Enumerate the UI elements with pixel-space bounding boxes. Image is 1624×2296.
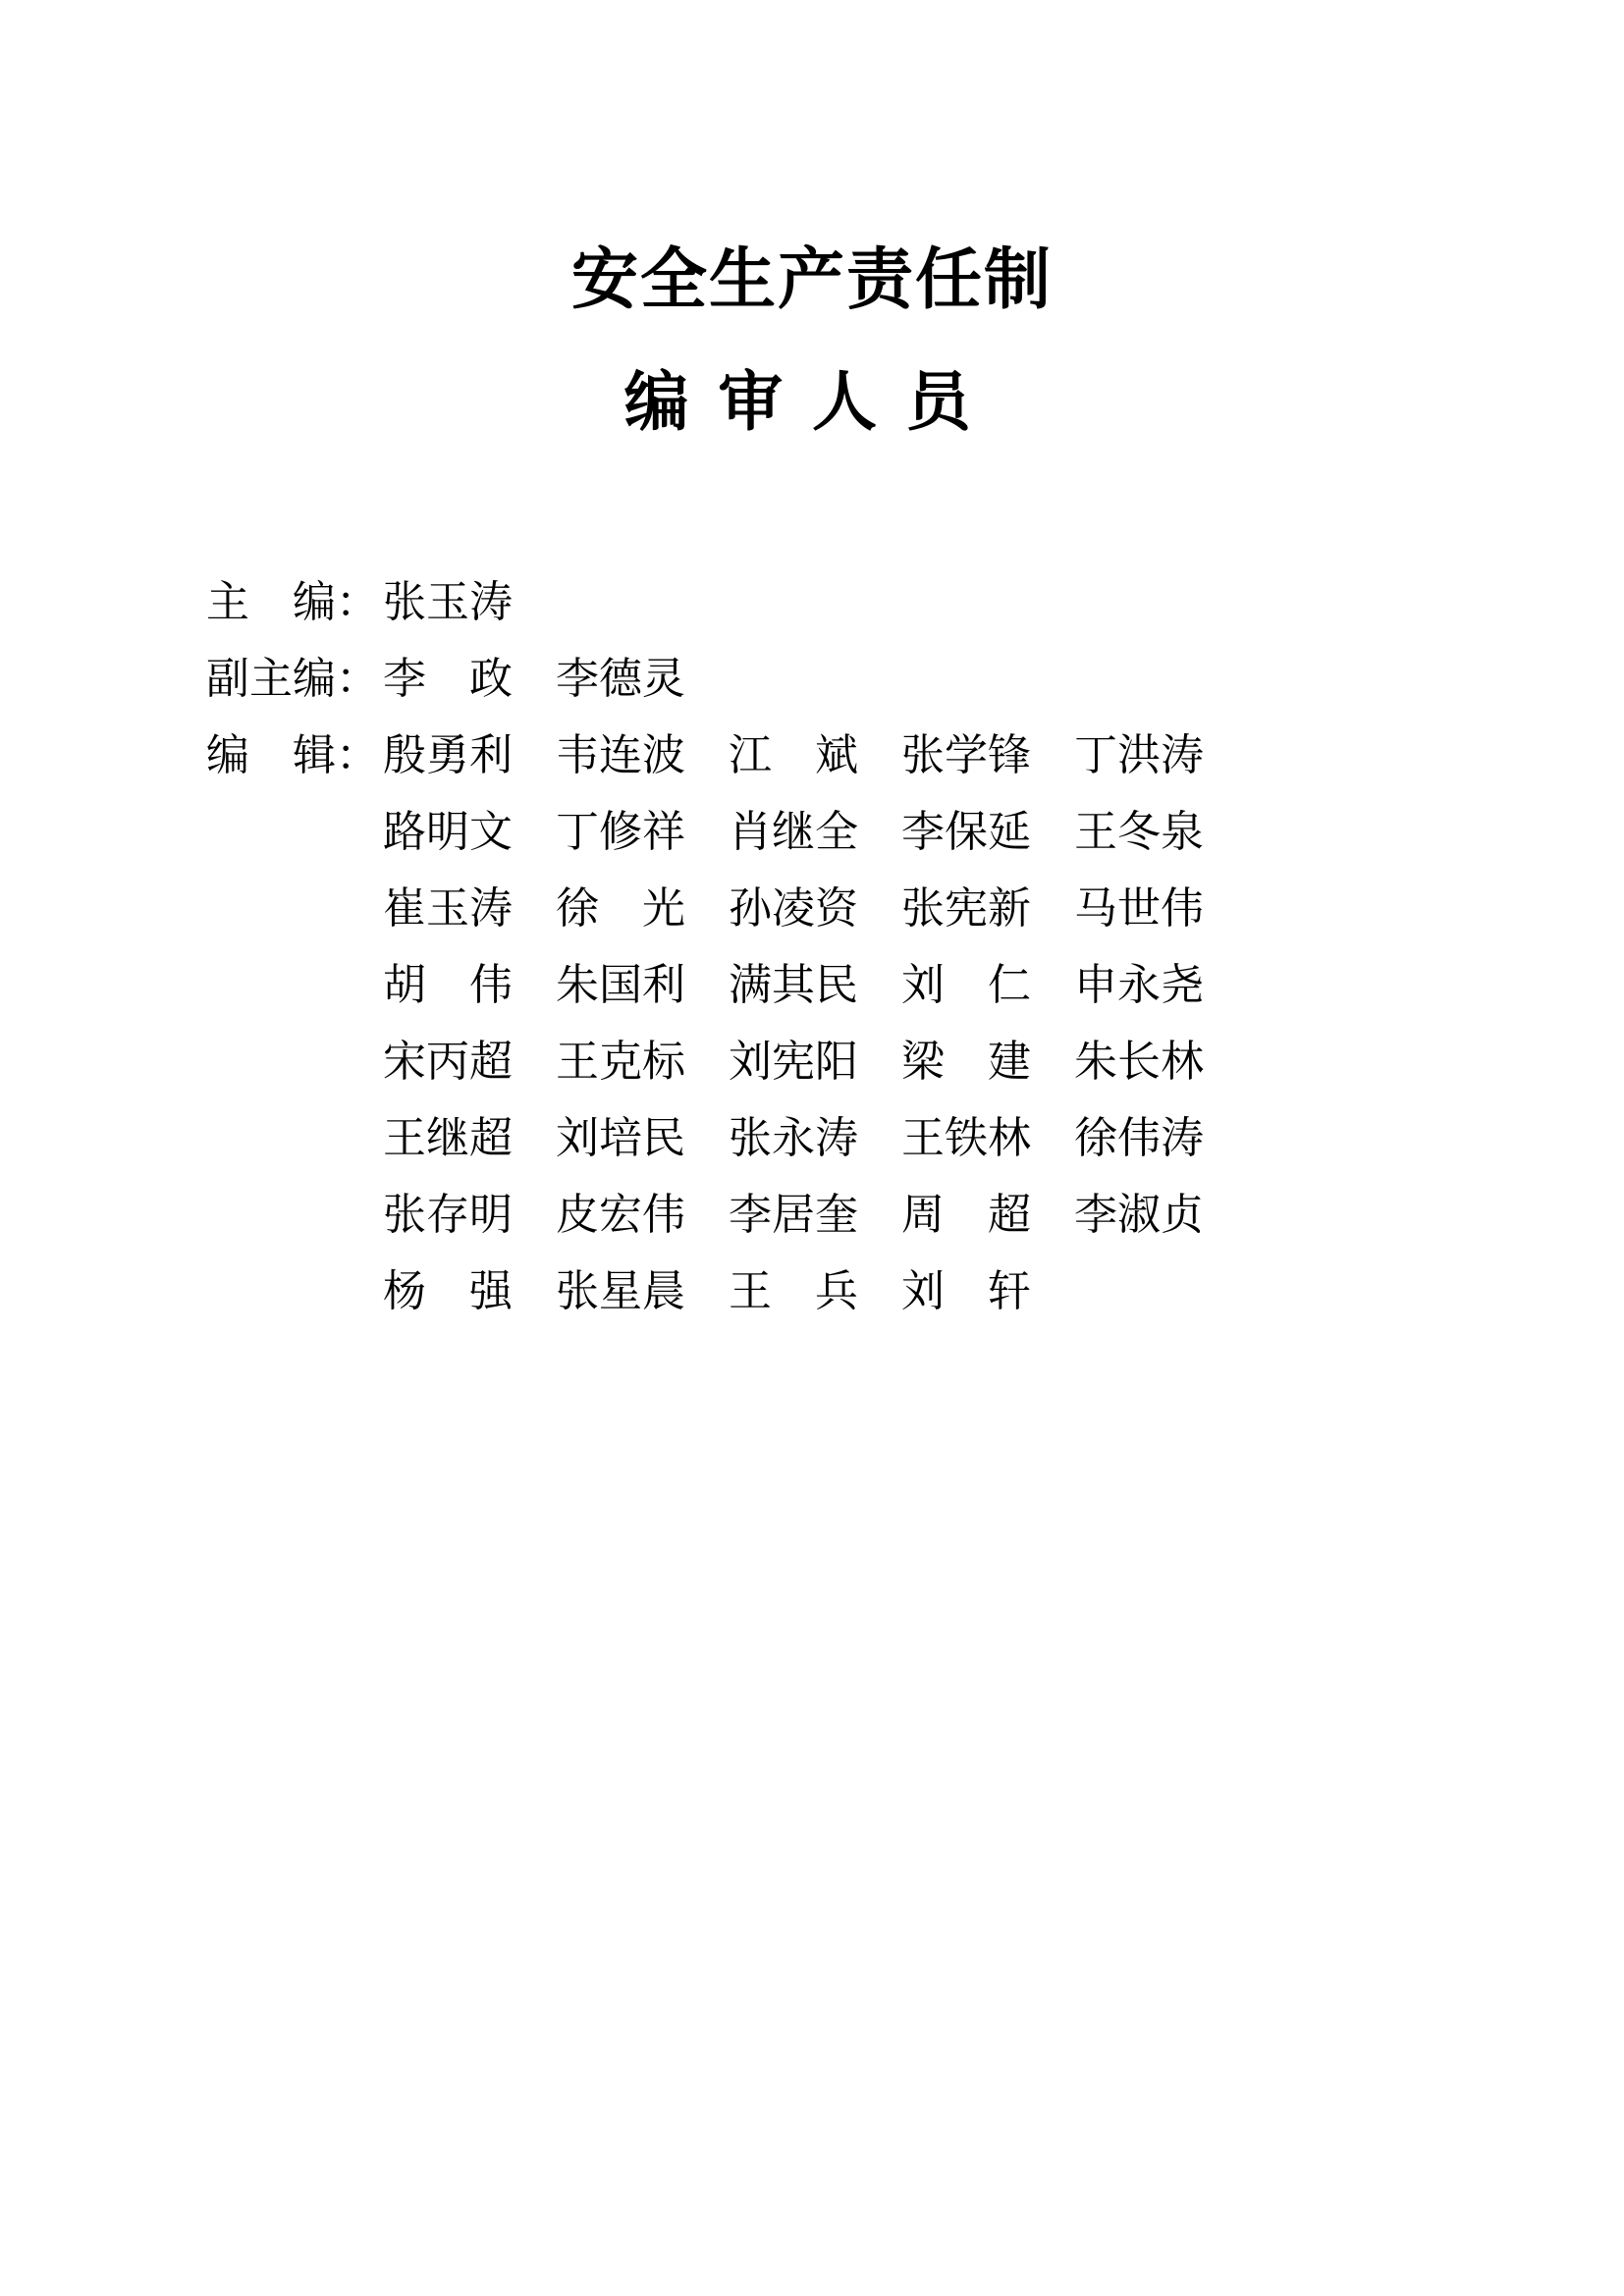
- editors-line: [206, 1100, 1624, 1177]
- editors-line: [206, 871, 1624, 947]
- person-name: 马世伟: [1074, 884, 1204, 934]
- person-name: 皮宏伟: [556, 1191, 685, 1240]
- editors-line: [206, 1177, 1624, 1254]
- person-name: 张星晨: [556, 1267, 685, 1316]
- person-name: 王克标: [556, 1038, 685, 1087]
- deputy-editor-line: [206, 641, 1624, 718]
- credits-section: [206, 564, 1624, 1330]
- editors-line: [206, 1024, 1624, 1100]
- editors-row: [383, 1114, 1624, 1163]
- editors-row: [383, 1038, 1624, 1087]
- person-name: 殷勇利: [383, 731, 513, 780]
- person-name: 梁 建: [901, 1038, 1031, 1087]
- person-name: 崔玉涛: [383, 884, 513, 934]
- person-name: 路明文: [383, 808, 513, 857]
- person-name: 徐 光: [556, 884, 685, 934]
- person-name: 肖继全: [729, 808, 858, 857]
- person-name: 朱长林: [1074, 1038, 1204, 1087]
- editors-row: [383, 1191, 1624, 1240]
- person-name: 李 政: [383, 655, 513, 704]
- person-name: 王冬泉: [1074, 808, 1204, 857]
- document-subtitle: 编审人员: [623, 366, 1001, 439]
- editors-row: [383, 1267, 1624, 1316]
- person-name: 王铁林: [901, 1114, 1031, 1163]
- person-name: 刘 轩: [901, 1267, 1031, 1316]
- person-name: 胡 伟: [383, 961, 513, 1010]
- person-name: 李淑贞: [1074, 1191, 1204, 1240]
- person-name: 丁修祥: [556, 808, 685, 857]
- person-name: 杨 强: [383, 1267, 513, 1316]
- person-name: 张永涛: [729, 1114, 858, 1163]
- person-name: 宋丙超: [383, 1038, 513, 1087]
- person-name: 满其民: [729, 961, 858, 1010]
- document-title: 安全生产责任制: [570, 242, 1053, 317]
- person-name: 李德灵: [556, 655, 685, 704]
- person-name: 刘培民: [556, 1114, 685, 1163]
- editors-row: [383, 884, 1624, 934]
- person-name: 李保延: [901, 808, 1031, 857]
- chief-editor-names: [383, 578, 1624, 627]
- person-name: 张存明: [383, 1191, 513, 1240]
- editors-line: [206, 718, 1624, 794]
- editors-line: [206, 1254, 1624, 1330]
- person-name: 孙凌资: [729, 884, 858, 934]
- editors-row: [383, 808, 1624, 857]
- editors-label: 编 辑：: [206, 731, 379, 780]
- person-name: 王 兵: [729, 1267, 858, 1316]
- editors-row: [383, 731, 1624, 780]
- person-name: 韦连波: [556, 731, 685, 780]
- deputy-editor-label: 副主编：: [206, 655, 379, 704]
- person-name: 张玉涛: [383, 578, 513, 627]
- editors-line: [206, 947, 1624, 1024]
- person-name: 王继超: [383, 1114, 513, 1163]
- person-name: 张学锋: [901, 731, 1031, 780]
- person-name: 周 超: [901, 1191, 1031, 1240]
- person-name: 刘宪阳: [729, 1038, 858, 1087]
- person-name: 朱国利: [556, 961, 685, 1010]
- person-name: 刘 仁: [901, 961, 1031, 1010]
- person-name: 申永尧: [1074, 961, 1204, 1010]
- chief-editor-line: [206, 564, 1624, 641]
- editors-line: [206, 794, 1624, 871]
- deputy-editor-names: [383, 655, 1624, 704]
- person-name: 徐伟涛: [1074, 1114, 1204, 1163]
- person-name: 李居奎: [729, 1191, 858, 1240]
- person-name: 张宪新: [901, 884, 1031, 934]
- chief-editor-label: 主 编：: [206, 578, 379, 627]
- person-name: 江 斌: [729, 731, 858, 780]
- person-name: 丁洪涛: [1074, 731, 1204, 780]
- editors-row: [383, 961, 1624, 1010]
